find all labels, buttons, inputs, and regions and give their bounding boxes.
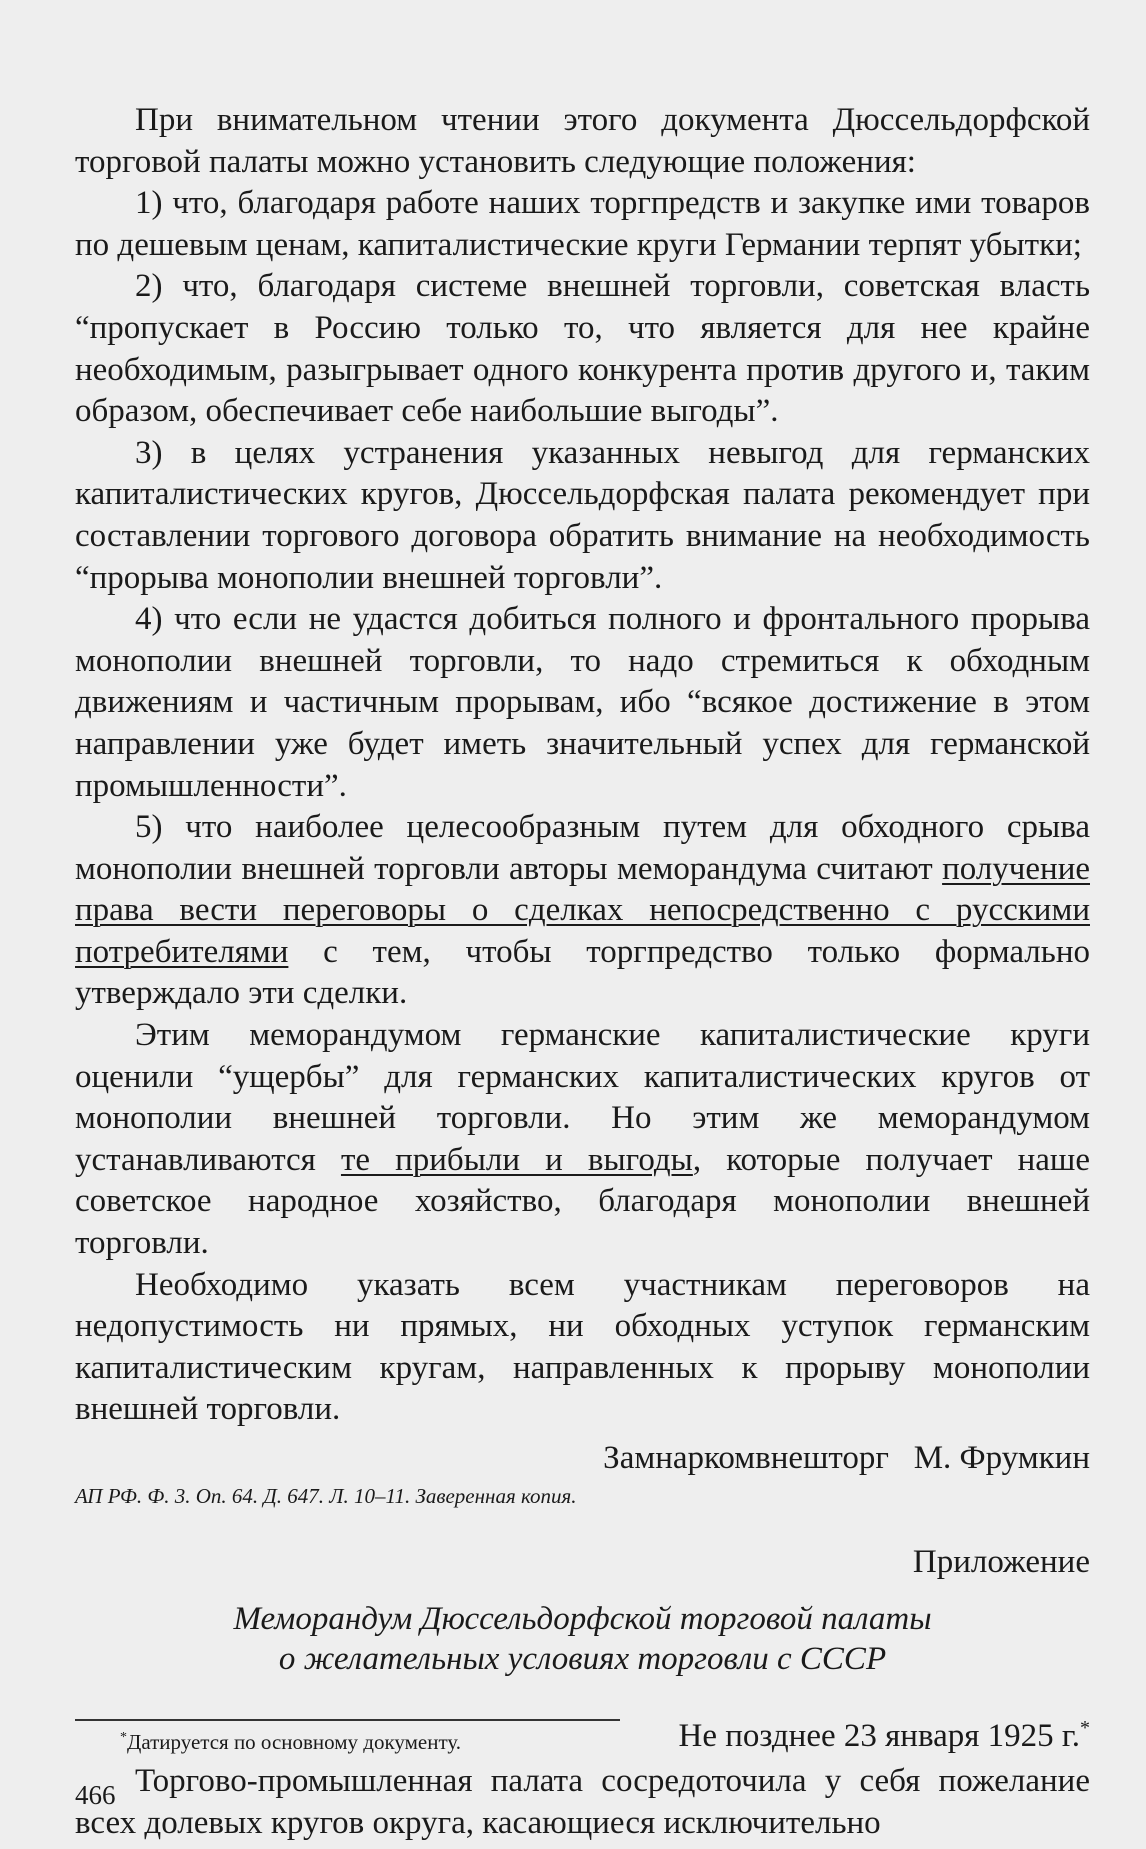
paragraph-memorandum-assessment: [75, 1015, 1090, 1265]
paragraph-point-1: 1) что, благодаря работе наших торгпредств и закупке ими товаров по дешевым ценам, капиталистические круги Германии терпят убытки;: [75, 185, 1090, 263]
appendix-label: Приложение: [912, 1544, 1090, 1580]
assessment-text-end: , которые получает наше советское народное хозяйство, благодаря монополии внешней торговли.: [75, 1141, 1090, 1262]
appendix-title: [75, 1599, 1090, 1679]
paragraph-point-5: [75, 807, 1090, 1015]
footnote: [120, 1724, 461, 1756]
signature: Замнаркомвнешторг М. Фрумкин: [603, 1440, 1090, 1476]
point-5-underlined-text: получение права вести переговоры о сделках непосредственно с русскими потребителями: [75, 850, 1090, 970]
paragraph-point-4: 4) что если не удастся добиться полного и фронтального прорыва монополии внешней торговли, то надо стремиться к обходным движениям и частичным прорывам, ибо “всякое достижение в этом направлении уже будет иметь значительный успех для германской промышленности”.: [75, 601, 1090, 804]
appendix-date-footnote-mark: *: [1080, 1717, 1090, 1739]
assessment-text-start: Этим меморандумом германские капиталистические круги оценили “ущербы” для германских капиталистических кругов от монополии внешней торговли. Но этим же меморандумом устанавливаются: [75, 1017, 1090, 1178]
page-body: [75, 100, 1090, 1844]
appendix-title-line-1: Меморандум Дюссельдорфской торговой палаты: [233, 1601, 932, 1637]
archival-source: АП РФ. Ф. 3. Оп. 64. Д. 647. Л. 10–11. Заверенная копия.: [75, 1484, 577, 1508]
assessment-underlined-text: те прибыли и выгоды: [340, 1141, 693, 1178]
paragraph-point-3: 3) в целях устранения указанных невыгод для германских капиталистических кругов, Дюссельдорфская палата рекомендует при составлении торгового договора обратить внимание на необходимость “прорыва монополии внешней торговли”.: [75, 434, 1090, 596]
footnote-mark: *: [120, 1730, 127, 1745]
paragraph-intro: При внимательном чтении этого документа Дюссельдорфской торговой палаты можно установить следующие положения:: [75, 102, 1090, 180]
paragraph-conclusion: Необходимо указать всем участникам переговоров на недопустимость ни прямых, ни обходных уступок германским капиталистическим кругам, направленных к прорыву монополии внешней торговли.: [75, 1266, 1090, 1428]
paragraph-point-2: 2) что, благодаря системе внешней торговли, советская власть “пропускает в Россию только то, что является для нее крайне необходимым, разыгрывает одного конкурента против другого и, таким образом, обеспечивает себе наибольшие выгоды”.: [75, 268, 1090, 430]
point-5-text-end: с тем, чтобы торгпредство только формально утверждало эти сделки.: [75, 933, 1090, 1012]
appendix-title-line-2: о желательных условиях торговли с СССР: [278, 1641, 887, 1677]
appendix-date-text: Не позднее 23 января 1925 г.: [678, 1718, 1080, 1754]
point-5-text-start: 5) что наиболее целесообразным путем для обходного срыва монополии внешней торговли авторы меморандума считают: [75, 809, 1090, 887]
footnote-divider: [75, 1719, 620, 1721]
appendix-text: Торгово-промышленная палата сосредоточила у себя пожелание всех долевых кругов округа, касающиеся исключительно: [75, 1763, 1090, 1841]
page-number: 466: [75, 1780, 116, 1810]
footnote-text: Датируется по основному документу.: [127, 1730, 462, 1754]
